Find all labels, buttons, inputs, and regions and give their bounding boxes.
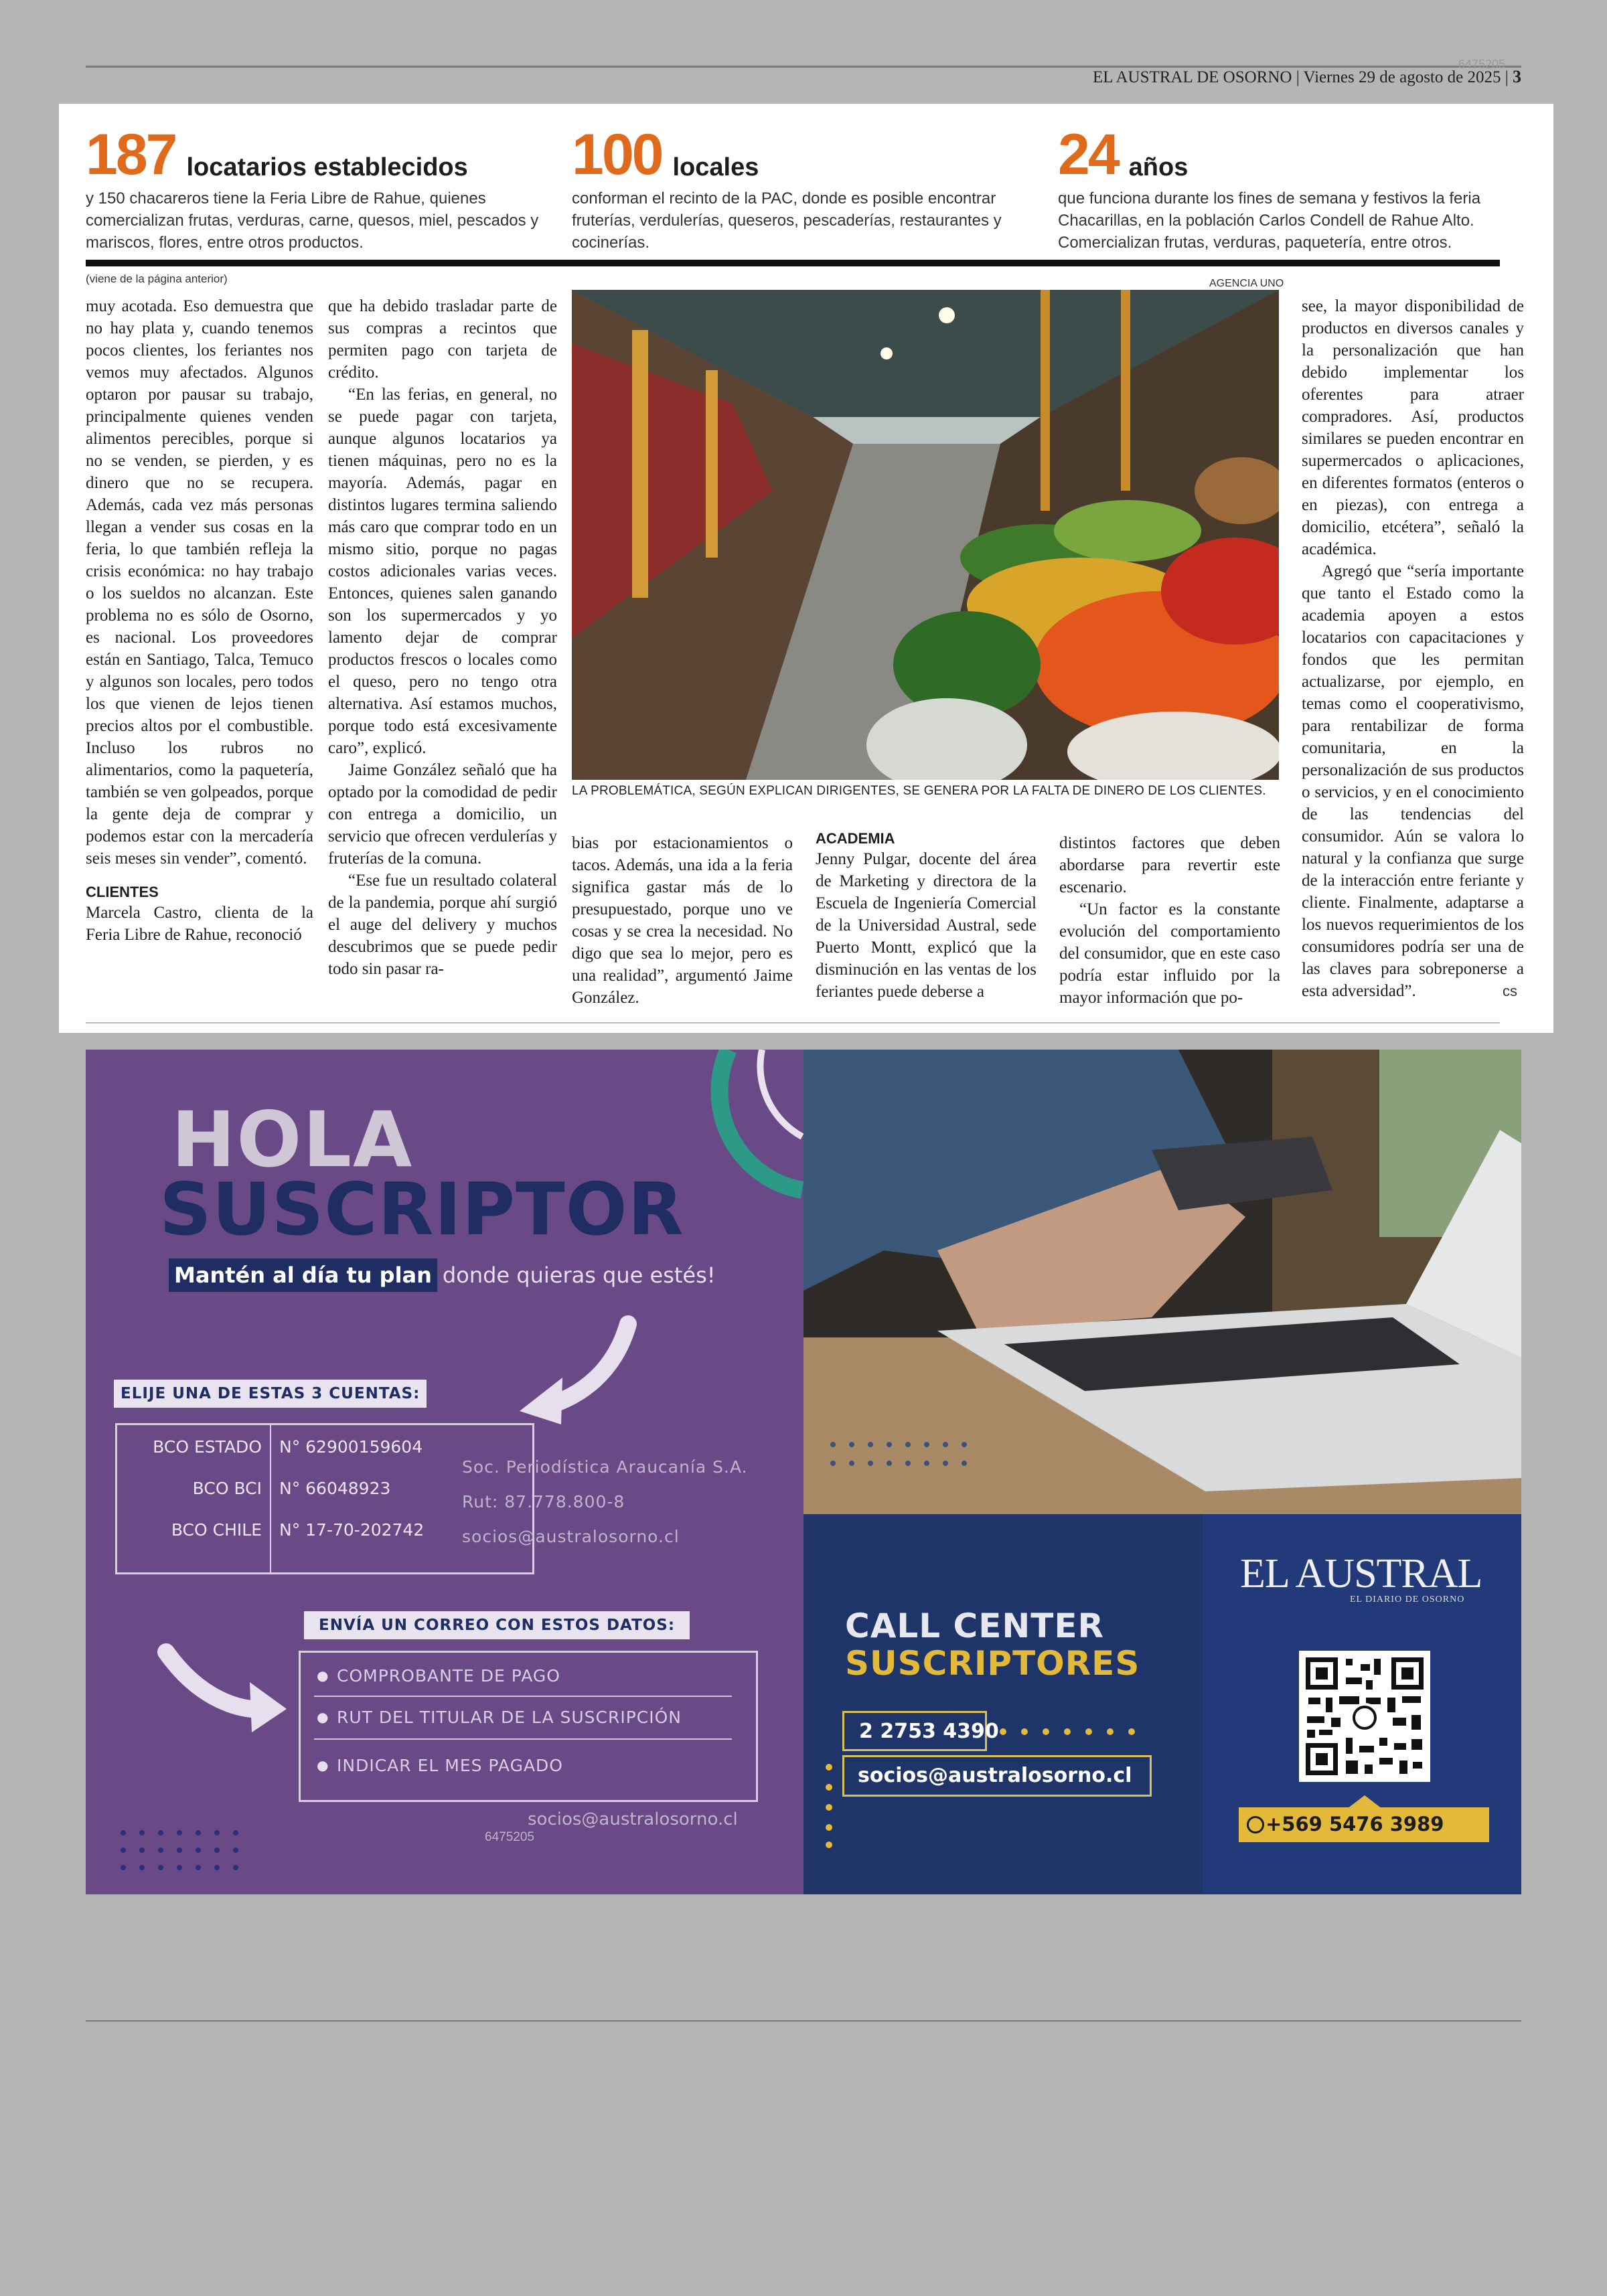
bank-name: BCO CHILE [171,1520,262,1540]
subscription-ad [86,1050,1521,1894]
call-center-subtitle: SUSCRIPTORES [845,1644,1140,1683]
required-item: ● COMPROBANTE DE PAGO [337,1666,560,1686]
tagline-rest: donde quieras que estés! [442,1262,716,1288]
ad-code: 6475205 [485,1830,534,1844]
qr-pointer [1347,1795,1382,1809]
required-item: ● INDICAR EL MES PAGADO [337,1756,563,1775]
paragraph: Jenny Pulgar, docente del área de Marketing y directora de la Escuela de Ingeniería Comercial de la Universidad Austral, sede Puerto Montt, explicó que la disminución en las ventas de los feriantes puede deberse a [816,850,1037,1001]
paragraph: bias por estacionamientos o tacos. Además, una ida a la feria significa gastar más de lo presupuestado, porque uno ve cosas y se crea la necesidad. No digo que sea lo mejor, pero es una realidad”, argumentó Jaime González. [572,834,793,1007]
article-column-4 [816,829,1037,1003]
bottom-rule [86,2020,1521,2022]
paragraph: “Un factor es la constante evolución del comportamiento del consumidor, que en este caso podría estar influido por la mayor información que po- [1059,900,1280,1007]
item-divider [314,1738,732,1740]
stat-locatarios [86,122,554,254]
ad-headline-suscriptor: SUSCRIPTOR [159,1168,684,1252]
ad-purple-panel [86,1050,804,1894]
paragraph: Marcela Castro, clienta de la Feria Libre de Rahue, reconoció [86,904,313,944]
paragraph: “En las ferias, en general, no se puede pagar con tarjeta, aunque algunos locatarios ya tienen máquinas, pero no es la mayoría. Además, pagar en distintos lugares termina saliendo más caro que comprar todo en un mismo sitio, porque no pagas costos adicionales varias veces. Entonces, quienes salen ganando son los supermercados y yo lamento dejar de comprar productos frescos o locales como el queso, pero no tengo otra alternativa. Así estamos muchos, porque todo está excesivamente caro”, explicó. [328,386,557,757]
qr-code-icon [1299,1651,1430,1782]
accounts-title: ELIJE UNA DE ESTAS 3 CUENTAS: [114,1380,427,1408]
brand-subtitle: EL DIARIO DE OSORNO [1350,1594,1465,1605]
decorative-dots [998,1725,1145,1738]
stat-number: 24 [1058,122,1118,187]
send-email-title: ENVÍA UN CORREO CON ESTOS DATOS: [304,1611,690,1639]
article-page [59,104,1553,1033]
call-center-email: socios@australosorno.cl [842,1755,1152,1797]
page-header: EL AUSTRAL DE OSORNO | Viernes 29 de agosto de 2025 | 3 [1092,67,1521,86]
section-divider [86,260,1500,266]
stat-description: que funciona durante los fines de semana y festivos la feria Chacarillas, en la población Carlos Condell de Rahue Alto. Comercializan frutas, verduras, paquetería, entre otros. [1058,189,1481,252]
company-info [462,1450,748,1554]
paragraph: que ha debido trasladar parte de sus compras a recintos que permiten pago con tarjeta de crédito. [328,297,557,382]
stat-unit: locales [672,153,759,181]
stat-description: y 150 chacareros tiene la Feria Libre de Rahue, quienes comercializan frutas, verduras, carne, quesos, miel, pescados y mariscos, flores, entre otros productos. [86,189,539,252]
article-column-1 [86,295,313,946]
market-photo [572,290,1279,780]
phone-laptop-photo [804,1050,1521,1514]
stat-locales [572,122,1041,254]
article-column-2 [328,295,557,980]
stat-anos [1058,122,1527,254]
required-item: ● RUT DEL TITULAR DE LA SUSCRIPCIÓN [337,1708,682,1727]
whatsapp-contact [1239,1807,1489,1842]
ad-headline-hola: HOLA [171,1095,414,1184]
call-center-phone: 2 2753 4390 [842,1711,987,1751]
bank-name: BCO ESTADO [153,1437,262,1457]
whatsapp-icon [1247,1816,1264,1833]
paragraph: distintos factores que deben abordarse para revertir este escenario. [1059,834,1280,896]
continued-note: (viene de la página anterior) [86,272,228,285]
photo-credit: AGENCIA UNO [1209,278,1284,289]
brand-logo: EL AUSTRAL [1240,1551,1482,1596]
newspaper-name: EL AUSTRAL DE OSORNO [1092,68,1292,86]
required-data-box [299,1651,758,1802]
paragraph: “Ese fue un resultado colateral de la pandemia, porque ahí surgió el auge del delivery y muchos descubrimos que se puede pedir todo sin pasar ra- [328,872,557,978]
stat-description: conforman el recinto de la PAC, donde es posible encontrar fruterías, verdulerías, queseros, pescaderías, restaurantes y cocinerías. [572,189,1002,252]
bank-account-number: N° 62900159604 [279,1437,423,1457]
paragraph: see, la mayor disponibilidad de productos en diversos canales y la personalización que han debido implementar los oferentes para atraer compradores. Así, productos similares se pueden encontrar en supermercados o aplicaciones, en diferentes formatos (enteros o en piezas), con entrega a domicilio, etcétera”, señaló la académica. [1302,297,1524,558]
company-name: Soc. Periodística Araucanía S.A. [462,1457,748,1477]
stat-number: 187 [86,122,176,187]
stat-number: 100 [572,122,662,187]
call-center-title: CALL CENTER [845,1607,1104,1645]
decorative-dots-vertical [822,1762,836,1849]
company-email: socios@australosorno.cl [462,1527,680,1546]
page-number: 3 [1513,67,1521,86]
photo-caption: LA PROBLEMÁTICA, SEGÚN EXPLICAN DIRIGENTES, SE GENERA POR LA FALTA DE DINERO DE LOS CLIENTES. [572,784,1266,798]
ad-tagline [169,1262,716,1288]
market-photo-illustration [572,290,1279,780]
item-divider [314,1696,732,1697]
bank-account-number: N° 66048923 [279,1479,391,1498]
call-center-panel [804,1514,1203,1894]
article-column-5 [1059,832,1280,1009]
company-rut: Rut: 87.778.800-8 [462,1492,625,1511]
end-of-article-mark: cs [1503,983,1517,999]
subheading-clientes: CLIENTES [86,884,159,900]
article-column-3 [572,832,793,1009]
issue-date: Viernes 29 de agosto de 2025 [1303,68,1501,86]
footer-email: socios@australosorno.cl [528,1809,738,1829]
page-bottom-rule [86,1022,1500,1023]
stat-unit: años [1128,153,1189,181]
bank-name: BCO BCI [192,1479,262,1498]
article-column-6 [1302,295,1524,1002]
subheading-academia: ACADEMIA [816,830,895,847]
tagline-highlight: Mantén al día tu plan [169,1258,437,1292]
paragraph: Jaime González señaló que ha optado por la comodidad de pedir con entrega a domicilio, un servicio que ofrecen verdulerías y fruterías de la comuna. [328,761,557,868]
phone-laptop-illustration [804,1050,1521,1514]
bank-account-number: N° 17-70-202742 [279,1520,425,1540]
page-code: 6475205 [1458,58,1505,71]
brand-panel [1203,1514,1521,1894]
paragraph: muy acotada. Eso demuestra que no hay plata y, cuando tenemos pocos clientes, los feriantes nos vemos muy afectados. Algunos optaron por pausar su trabajo, principalmente quienes venden alimentos perecibles, porque si no se venden, se pierden, y es dinero que no se recupera. Además, cada vez más personas llegan a vender sus cosas en la feria, lo que también refleja la crisis económica: no hay trabajo o los sueldos no alcanzan. Este problema no es sólo de Osorno, es nacional. Los proveedores están en Santiago, Talca, Temuco y algunos son locales, pero todos los que vienen de lejos tienen precios altos por el combustible. Incluso los rubros no alimentarios, como la paquetería, también se ven golpeados, porque la gente deja de comprar y podemos estar con la mercadería seis meses sin vender”, comentó. [86,297,313,868]
paragraph: Agregó que “sería importante que tanto el Estado como la academia apoyen a estos locatarios con capacitaciones y fondos que les permitan actualizarse, por ejemplo, en temas como el cooperativismo, para rentabilizar de forma comunitaria, en la personalización de sus productos o servicios, y en el conocimiento de las tendencias del consumidor. Aún se valora lo natural y la confianza que surge de la interacción entre feriante y cliente. Finalmente, adaptarse a los nuevos requerimientos de los consumidores podría ser una de las claves para sobreponerse a esta adversidad”. [1302,562,1524,1000]
whatsapp-number: +569 5476 3989 [1266,1813,1444,1835]
stat-unit: locatarios establecidos [186,153,468,181]
